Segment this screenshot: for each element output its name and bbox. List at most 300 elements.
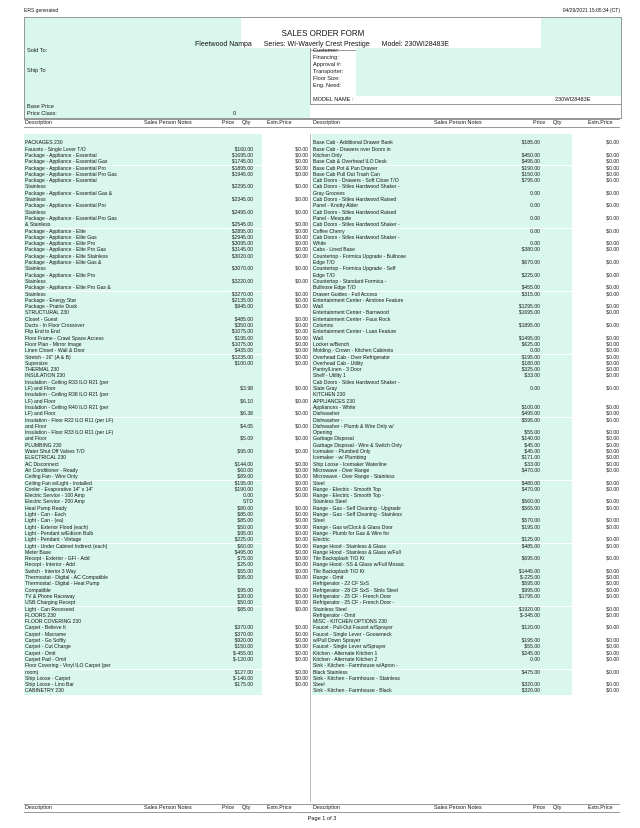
- item-price: $2135.00: [231, 297, 253, 304]
- item-extn-price: $0.00: [295, 486, 308, 493]
- item-description: Stainless: [25, 197, 46, 203]
- item-price: $-120.00: [232, 656, 253, 663]
- item-price: $6.38: [240, 411, 253, 418]
- item-price: $1445.00: [518, 568, 540, 575]
- item-extn-price: $0.00: [295, 530, 308, 537]
- item-description: Linen Closet - Wall & Door: [25, 348, 85, 355]
- item-description: Panel - Knotty Alder: [313, 203, 359, 210]
- item-price: $795.00: [521, 178, 540, 185]
- item-description: Cooler - Evaporative 14" x 14": [25, 486, 94, 493]
- item-price: $89.00: [237, 474, 253, 481]
- item-price: $1495.00: [518, 335, 540, 342]
- item-extn-price: $0.00: [606, 417, 619, 424]
- item-extn-price: $0.00: [606, 467, 619, 474]
- item-price: $80.00: [237, 505, 253, 512]
- item-extn-price: $0.00: [606, 587, 619, 594]
- item-description: Carpet - Omit: [25, 650, 56, 657]
- item-extn-price: $0.00: [606, 505, 619, 512]
- item-description: Package - Appliance - Essential: [25, 152, 97, 159]
- item-extn-price: $0.00: [295, 354, 308, 361]
- item-extn-price: $0.00: [606, 152, 619, 159]
- item-description: Microwave - Over Range: [313, 467, 370, 474]
- item-extn-price: $0.00: [606, 537, 619, 544]
- item-description: Cab Doors - Stiles Hardwood Raised: [313, 209, 397, 216]
- item-description: Refrigerator - 22 CF SxS: [313, 581, 370, 588]
- subtitle: [195, 41, 459, 48]
- item-extn-price: $0.00: [295, 562, 308, 569]
- item-description: Light - Can - Each: [25, 512, 67, 518]
- item-description: Light - Exterior Flood (each): [25, 524, 89, 531]
- item-description: ELECTRICAL 230: [25, 455, 67, 462]
- item-price: $85.00: [237, 512, 253, 518]
- item-description: Range - Gas - Self Cleaning - Upgrade: [313, 505, 401, 512]
- item-description: Steel: [313, 480, 325, 487]
- item-price: $195.00: [234, 335, 253, 342]
- item-price: $1235.00: [231, 354, 253, 361]
- item-description: Supersize: [25, 360, 48, 367]
- item-description: Air Conditioner - Ready: [25, 467, 78, 474]
- item-description: Light - Under Cabinet Indirect (each): [25, 543, 108, 550]
- item-description: Base Cab & Overhead ILO Desk: [313, 159, 387, 166]
- item-description: Dishwasher: [313, 411, 340, 418]
- item-description: Sink - Kitchen - Farmhouse - Black: [313, 688, 392, 695]
- item-description: Floor Covering - Vinyl ILO Carpet (per: [25, 663, 111, 670]
- item-description: Meter Base: [25, 549, 52, 556]
- item-description: White: [313, 241, 327, 248]
- item-price: $225.00: [521, 272, 540, 279]
- approval-label: Approval #:: [313, 62, 342, 68]
- item-description: Cab Doors - Stiles Hardwood Shaker -: [313, 234, 400, 241]
- item-extn-price: $0.00: [295, 549, 308, 556]
- item-price: 0.00: [530, 386, 540, 392]
- item-description: Insulation - Floor R33 ILO R11 (per LF): [25, 430, 114, 437]
- item-description: Range - Electric - Smooth Top -: [313, 493, 384, 500]
- item-description: Stainless Steel: [313, 499, 347, 506]
- item-description: Columns: [313, 323, 334, 329]
- item-extn-price: $0.00: [606, 682, 619, 689]
- col-qty: Qty: [242, 120, 251, 126]
- item-description: Steel: [313, 682, 325, 689]
- item-price: $3.98: [240, 386, 253, 392]
- item-price: $470.00: [521, 486, 540, 493]
- item-description: Light - Can Recessed: [25, 606, 74, 613]
- item-extn-price: $0.00: [295, 461, 308, 468]
- item-price: $5.09: [240, 436, 253, 443]
- item-description: Slate Gray: [313, 386, 338, 392]
- item-description: Entertainment Center - Barnwood: [313, 310, 389, 317]
- item-extn-price: $0.00: [606, 215, 619, 222]
- item-description: Base Cab - Additional Drawer Bank: [313, 140, 393, 147]
- item-description: APPLIANCES 230: [313, 398, 355, 405]
- item-price: $60.00: [237, 467, 253, 474]
- item-description: Refrigerator - 25 CF - French Door -: [313, 600, 395, 607]
- item-extn-price: $0.00: [295, 247, 308, 254]
- item-description: Package - Energy Star: [25, 297, 77, 304]
- item-description: Package - Appliance - Essential: [25, 178, 97, 185]
- item-extn-price: $0.00: [295, 360, 308, 367]
- base-price-block: [24, 104, 622, 119]
- item-description: Package - Appliance - Essential Pro: [25, 203, 106, 210]
- item-description: Insulation - Ceiling R33 ILO R21 (per: [25, 379, 109, 386]
- item-description: Faucet - Single Lever - Gooseneck: [313, 631, 392, 638]
- item-price: $195.00: [521, 524, 540, 531]
- item-description: Package - Appliance - Essential Gas: [25, 159, 108, 166]
- item-extn-price: $0.00: [606, 436, 619, 443]
- item-description: USB Charging Recept: [25, 600, 76, 607]
- item-description: Edge T/O: [313, 260, 335, 266]
- item-extn-price: $0.00: [295, 638, 308, 644]
- item-price: $144.00: [234, 461, 253, 468]
- floor-size-label: Floor Size:: [313, 76, 340, 82]
- item-extn-price: $0.00: [295, 171, 308, 178]
- sold-to-label: Sold To:: [27, 48, 48, 54]
- item-price: $595.00: [521, 417, 540, 424]
- item-description: Switch - Interior 3 Way: [25, 568, 77, 575]
- item-price: $125.00: [521, 537, 540, 544]
- base-price-label: Base Price: [27, 104, 55, 110]
- item-price: $2495.00: [231, 209, 253, 216]
- item-price: $45.00: [524, 449, 540, 455]
- item-description: Ship Loose - Carpet: [25, 675, 71, 682]
- item-extn-price: $0.00: [606, 455, 619, 462]
- item-description: Countertop - Formica Upgrade - Bullnose: [313, 253, 407, 260]
- top-meta: [24, 8, 620, 16]
- item-description: and Floor: [25, 423, 47, 430]
- item-extn-price: $0.00: [606, 335, 619, 342]
- item-extn-price: $0.00: [606, 165, 619, 172]
- item-price: $475.00: [521, 669, 540, 676]
- item-price: $175.00: [234, 682, 253, 689]
- item-description: Package - Appliance - Essential Pro Gas: [25, 171, 117, 178]
- item-description: INSULATION 230: [25, 373, 66, 380]
- item-extn-price: $0.00: [295, 587, 308, 594]
- item-extn-price: $0.00: [295, 291, 308, 298]
- item-price: $100.00: [521, 404, 540, 411]
- item-extn-price: $0.00: [606, 606, 619, 613]
- col-qty-r: Qty: [553, 120, 562, 126]
- item-price: $195.00: [521, 354, 540, 361]
- model-name-value: 230WI28483E: [555, 97, 591, 103]
- item-description: Stainless: [25, 291, 46, 298]
- item-description: Edge T/O: [313, 272, 335, 279]
- form-header: [24, 17, 622, 51]
- item-description: Gray Grooves: [313, 190, 345, 197]
- item-description: Ceiling Fan - Wire Only: [25, 474, 78, 481]
- page-number: Page 1 of 3: [307, 816, 337, 822]
- item-extn-price: $0.00: [295, 348, 308, 355]
- item-price: $160.00: [234, 146, 253, 153]
- item-extn-price: $0.00: [606, 241, 619, 248]
- item-description: & Stainless: [25, 222, 51, 229]
- customer-info: [24, 48, 622, 105]
- item-price: $180.00: [521, 360, 540, 367]
- item-description: Sink - Kitchen - Farmhouse - Stainless: [313, 675, 400, 682]
- item-description: Panel - Mesquite: [313, 215, 352, 222]
- generated-label: ERS generated: [24, 8, 59, 14]
- col-description: Description: [25, 120, 52, 126]
- item-description: Stainless Steel: [313, 606, 347, 613]
- item-description: Heat Pump Ready: [25, 505, 67, 512]
- item-extn-price: $0.00: [606, 581, 619, 588]
- item-extn-price: $0.00: [606, 348, 619, 355]
- item-extn-price: $0.00: [606, 612, 619, 619]
- item-extn-price: $0.00: [295, 278, 308, 285]
- item-price: $75.00: [237, 556, 253, 563]
- item-description: Carpet - Believe It: [25, 625, 66, 632]
- item-extn-price: $0.00: [295, 411, 308, 418]
- item-description: Shelf - Utility 1: [313, 373, 346, 380]
- item-extn-price: $0.00: [295, 386, 308, 392]
- item-description: Overhead Cab - Over Refrigerator: [313, 354, 391, 361]
- item-description: Dishwasher -: [313, 417, 343, 424]
- item-description: Faucet - Single Lever w/Sprayer: [313, 644, 386, 651]
- item-extn-price: $0.00: [295, 606, 308, 613]
- item-description: Entertainment Center - Airstone Feature: [313, 297, 404, 304]
- item-description: Kitchen - Alternate Kitchen 2: [313, 656, 378, 663]
- item-extn-price: $0.00: [295, 341, 308, 348]
- item-description: Light - Can - (ea): [25, 518, 64, 525]
- item-description: Icemaker - Plumbed Only: [313, 449, 371, 455]
- item-price: $3070.00: [231, 266, 253, 273]
- item-extn-price: $0.00: [295, 184, 308, 191]
- item-price: $595.00: [521, 581, 540, 588]
- item-price: $480.00: [521, 480, 540, 487]
- item-description: TV & Phone Raceway: [25, 593, 75, 600]
- item-extn-price: $0.00: [606, 650, 619, 657]
- item-description: Kitchen - Alternate Kitchen 1: [313, 650, 378, 657]
- item-description: Overhead Cab - Utility: [313, 360, 364, 367]
- item-price: $435.00: [234, 348, 253, 355]
- item-description: Base Cab Pull Out Trash Can: [313, 171, 380, 178]
- item-description: Pantry/Linen - 3 Door: [313, 367, 362, 374]
- item-description: Kitchen Only: [313, 152, 342, 159]
- item-extn-price: $0.00: [606, 323, 619, 329]
- item-price: $495.00: [521, 411, 540, 418]
- item-price: $-345.00: [519, 612, 540, 619]
- item-price: $2295.00: [231, 184, 253, 191]
- item-description: Countertop - Formica Upgrade - Self: [313, 266, 396, 273]
- item-description: Range - Gas w/Clock & Glass Door: [313, 524, 393, 531]
- item-price: $2895.00: [231, 228, 253, 235]
- item-price: $55.00: [237, 568, 253, 575]
- item-extn-price: $0.00: [606, 228, 619, 235]
- item-price: $120.00: [521, 625, 540, 632]
- item-price: $560.00: [521, 499, 540, 506]
- item-extn-price: $0.00: [606, 556, 619, 563]
- item-extn-price: $0.00: [295, 568, 308, 575]
- col-price-r: Price: [533, 120, 546, 126]
- item-extn-price: $0.00: [606, 260, 619, 266]
- col-price: Price: [222, 120, 235, 126]
- item-price: $225.00: [234, 537, 253, 544]
- item-price: STD: [242, 499, 253, 506]
- item-description: Water Shut Off Valves T/O: [25, 449, 85, 455]
- item-price: $150.00: [234, 644, 253, 651]
- item-price: 0.00: [530, 241, 540, 248]
- item-extn-price: $0.00: [606, 272, 619, 279]
- item-description: Package - Appliance - Elite Pro Gas: [25, 247, 106, 254]
- item-price: $50.00: [237, 524, 253, 531]
- item-extn-price: $0.00: [295, 644, 308, 651]
- item-description: Package - Appliance - Essential Pro: [25, 165, 106, 172]
- col-extn-r: Extn.Price: [588, 120, 613, 126]
- item-price: 0.00: [243, 493, 253, 500]
- column-header-top: [24, 119, 620, 128]
- item-extn-price: $0.00: [295, 480, 308, 487]
- model: Model: 230WI28483E: [381, 41, 449, 48]
- item-description: room): [25, 669, 39, 676]
- item-extn-price: $0.00: [606, 669, 619, 676]
- item-extn-price: $0.00: [606, 518, 619, 525]
- item-price: $470.00: [521, 467, 540, 474]
- item-extn-price: $0.00: [606, 543, 619, 550]
- item-extn-price: $0.00: [606, 360, 619, 367]
- item-description: AC Disconnect: [25, 461, 59, 468]
- item-description: Cab Doors - Stiles Hardwood Shaker -: [313, 184, 400, 191]
- item-description: Tile Backsplash T/O Kt: [313, 556, 365, 563]
- item-price: $3095.00: [231, 241, 253, 248]
- item-extn-price: $0.00: [295, 234, 308, 241]
- item-description: Electric: [313, 537, 330, 544]
- page-title: SALES ORDER FORM: [281, 29, 365, 38]
- item-extn-price: $0.00: [606, 178, 619, 185]
- item-description: Range - Electric - Smooth Top: [313, 486, 381, 493]
- item-extn-price: $0.00: [295, 423, 308, 430]
- item-price: $30.00: [237, 593, 253, 600]
- item-extn-price: $0.00: [295, 398, 308, 405]
- item-extn-price: $0.00: [295, 593, 308, 600]
- item-description: Garbage Disposal - Wire & Switch Only: [313, 442, 402, 449]
- item-extn-price: $0.00: [295, 656, 308, 663]
- item-description: Package - Prairie Dusk: [25, 304, 78, 311]
- item-price: 0.00: [530, 348, 540, 355]
- item-description: Cabs - Lined Base: [313, 247, 355, 254]
- item-price: $320.00: [521, 682, 540, 689]
- item-price: $1075.00: [231, 329, 253, 336]
- item-description: Recept - Exterior - GFI - Add: [25, 556, 90, 563]
- item-price: $1945.00: [231, 171, 253, 178]
- item-extn-price: $0.00: [295, 323, 308, 329]
- item-extn-price: $0.00: [295, 329, 308, 336]
- item-description: Insulation - Ceiling R38 ILO R21 (per: [25, 392, 109, 399]
- item-extn-price: $0.00: [295, 335, 308, 342]
- item-extn-price: $0.00: [295, 600, 308, 607]
- item-description: Range Hood - Stainless & Glass: [313, 543, 387, 550]
- item-extn-price: $0.00: [606, 656, 619, 663]
- item-extn-price: $0.00: [295, 512, 308, 518]
- item-description: Garbage Disposal: [313, 436, 354, 443]
- item-description: Electric Service - 100 Amp: [25, 493, 85, 500]
- item-description: Appliances - White: [313, 404, 356, 411]
- item-description: Base Cab - Drawers over Doors in: [313, 146, 391, 153]
- item-description: Stretch - 16" (A & B): [25, 354, 71, 361]
- item-extn-price: $0.00: [295, 518, 308, 525]
- transporter-label: Transporter:: [313, 69, 344, 75]
- item-extn-price: $0.00: [606, 310, 619, 317]
- item-price: $3145.00: [231, 247, 253, 254]
- eng-need-label: Eng. Need:: [313, 83, 341, 89]
- timestamp: 04/29/2021 15:05:34 (CT): [562, 8, 620, 14]
- item-description: Light - Pendant - Vintage: [25, 537, 82, 544]
- item-price: $455.00: [521, 285, 540, 292]
- item-extn-price: $0.00: [606, 625, 619, 632]
- item-price: $1695.00: [231, 152, 253, 159]
- item-price: $2545.00: [231, 222, 253, 229]
- item-extn-price: $0.00: [295, 159, 308, 166]
- item-price: $485.00: [234, 316, 253, 323]
- item-extn-price: $0.00: [606, 285, 619, 292]
- item-price: $485.00: [521, 543, 540, 550]
- item-extn-price: $0.00: [295, 297, 308, 304]
- item-extn-price: $0.00: [295, 152, 308, 159]
- item-extn-price: $0.00: [295, 165, 308, 172]
- item-price: $495.00: [521, 159, 540, 166]
- item-description: Ship Loose - Icemaker Waterline: [313, 461, 387, 468]
- item-price: $320.00: [521, 688, 540, 695]
- item-price: $55.00: [524, 430, 540, 437]
- table-row: [312, 688, 620, 694]
- item-price: $190.00: [234, 486, 253, 493]
- item-extn-price: $0.00: [606, 486, 619, 493]
- item-price: $85.00: [237, 518, 253, 525]
- item-price: $95.00: [237, 575, 253, 581]
- item-description: Locker w/Bench: [313, 341, 350, 348]
- item-description: Recept - Interior - Add: [25, 562, 75, 569]
- item-extn-price: $0.00: [295, 625, 308, 632]
- item-description: Insulation - Ceiling R40 ILO R21 (per: [25, 404, 109, 411]
- item-extn-price: $0.00: [606, 461, 619, 468]
- item-extn-price: $0.00: [295, 575, 308, 581]
- item-price: $3220.00: [231, 278, 253, 285]
- item-price: 0.00: [530, 228, 540, 235]
- item-description: Faucet - Pull-Out Faucet w/Sprayer: [313, 625, 393, 632]
- item-extn-price: $0.00: [295, 669, 308, 676]
- item-extn-price: $0.00: [295, 146, 308, 153]
- item-description: Ship Loose - Lino Bar: [25, 682, 74, 689]
- item-description: Entertainment Center - Luan Feature: [313, 329, 397, 336]
- item-price: $565.00: [521, 505, 540, 512]
- item-price: $1895.00: [231, 165, 253, 172]
- item-description: Package - Appliance - Elite Gas &: [25, 260, 102, 266]
- item-extn-price: $0.00: [606, 304, 619, 311]
- item-extn-price: $0.00: [606, 140, 619, 147]
- item-description: Wall: [313, 335, 323, 342]
- item-description: Wall: [313, 304, 323, 311]
- item-description: Cab Doors - Stiles Hardwood Shaker -: [313, 379, 400, 386]
- item-description: Package - Appliance - Elite Pro: [25, 241, 96, 248]
- item-extn-price: $0.00: [295, 493, 308, 500]
- item-description: STRUCTURAL 230: [25, 310, 69, 317]
- item-price: $245.00: [521, 650, 540, 657]
- item-extn-price: $0.00: [295, 650, 308, 657]
- item-extn-price: $0.00: [295, 474, 308, 481]
- item-price: $45.00: [524, 442, 540, 449]
- item-description: Opening: [313, 430, 333, 437]
- item-extn-price: $0.00: [606, 367, 619, 374]
- item-extn-price: $0.00: [295, 537, 308, 544]
- item-description: Carpet - Go Softly: [25, 638, 66, 644]
- item-extn-price: $0.00: [295, 304, 308, 311]
- item-price: $100.00: [234, 360, 253, 367]
- item-price: 0.00: [530, 656, 540, 663]
- item-description: MISC - KITCHEN OPTIONS 230: [313, 619, 387, 626]
- item-price: $920.00: [234, 638, 253, 644]
- customer-label: Customer:: [313, 48, 339, 54]
- item-price: $95.00: [237, 587, 253, 594]
- item-extn-price: $0.00: [606, 354, 619, 361]
- item-price: $6.10: [240, 398, 253, 405]
- item-description: Flip End to End: [25, 329, 60, 336]
